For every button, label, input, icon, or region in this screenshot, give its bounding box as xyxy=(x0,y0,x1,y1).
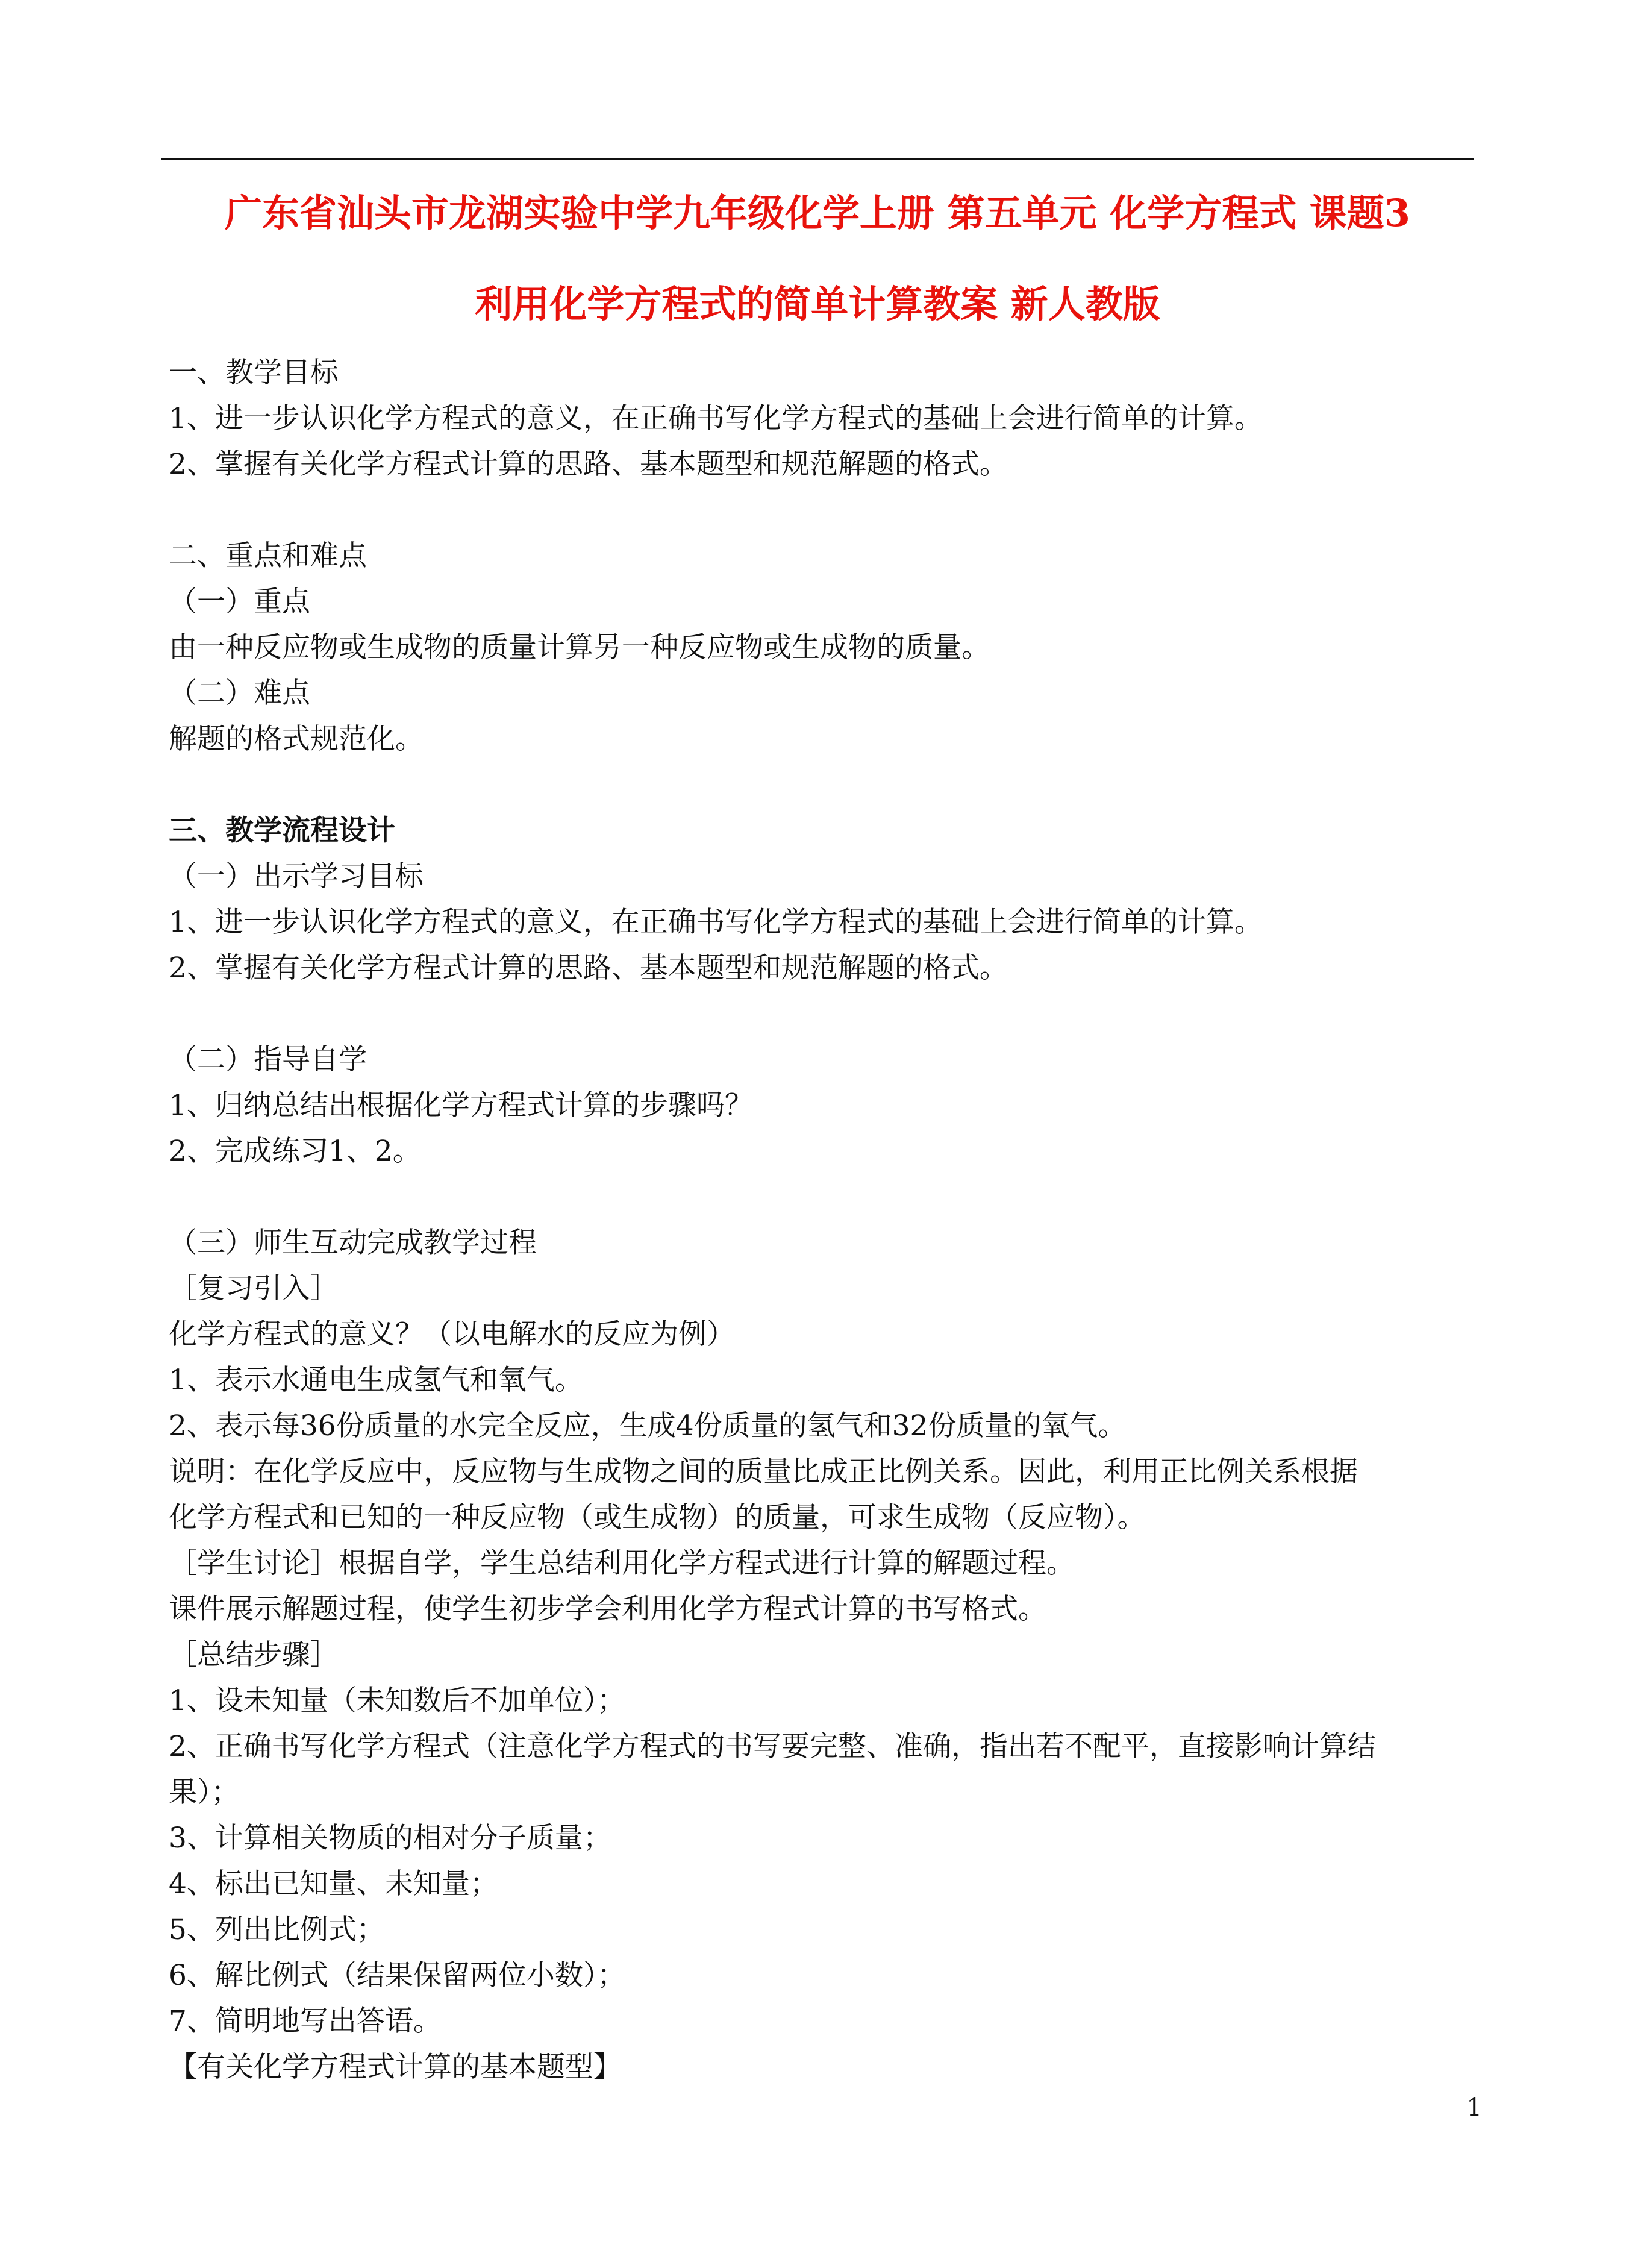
step-item-2-line-1: 2、正确书写化学方程式（注意化学方程式的书写要完整、准确，指出若不配平，直接影响计算结 xyxy=(169,1730,1376,1763)
note-line-1: 说明：在化学反应中，反应物与生成物之间的质量比成正比例关系。因此，利用正比例关系根据 xyxy=(169,1455,1358,1488)
summary-label: ［总结步骤］ xyxy=(169,1638,339,1671)
step-item-1: 1、设未知量（未知数后不加单位）； xyxy=(169,1684,626,1717)
header-rule xyxy=(161,158,1474,160)
self-study-item-1: 1、归纳总结出根据化学方程式计算的步骤吗？ xyxy=(169,1089,753,1122)
section-heading-objectives: 一、教学目标 xyxy=(169,356,339,389)
subheading-self-study: （二）指导自学 xyxy=(169,1043,367,1076)
review-label: ［复习引入］ xyxy=(169,1272,339,1305)
step-item-3: 3、计算相关物质的相对分子质量； xyxy=(169,1822,611,1855)
goal-item-1: 1、进一步认识化学方程式的意义，在正确书写化学方程式的基础上会进行简单的计算。 xyxy=(169,906,1263,939)
meaning-item-1: 1、表示水通电生成氢气和氧气。 xyxy=(169,1364,583,1397)
document-title-line-1: 广东省汕头市龙湖实验中学九年级化学上册 第五单元 化学方程式 课题3 xyxy=(225,191,1410,235)
difficulty-text: 解题的格式规范化。 xyxy=(169,722,424,756)
step-item-5: 5、列出比例式； xyxy=(169,1913,385,1946)
objective-item-2: 2、掌握有关化学方程式计算的思路、基本题型和规范解题的格式。 xyxy=(169,448,1008,481)
blank-line xyxy=(169,1174,1476,1220)
subheading-difficulty: （二）难点 xyxy=(169,677,310,710)
objective-item-1: 1、进一步认识化学方程式的意义，在正确书写化学方程式的基础上会进行简单的计算。 xyxy=(169,402,1263,435)
subheading-show-goals: （一）出示学习目标 xyxy=(169,860,424,893)
subheading-interaction: （三）师生互动完成教学过程 xyxy=(169,1226,537,1259)
goal-item-2: 2、掌握有关化学方程式计算的思路、基本题型和规范解题的格式。 xyxy=(169,951,1008,985)
courseware-text: 课件展示解题过程，使学生初步学会利用化学方程式计算的书写格式。 xyxy=(169,1593,1046,1626)
step-item-4: 4、标出已知量、未知量； xyxy=(169,1867,498,1900)
step-item-2-line-2: 果）； xyxy=(169,1776,240,1809)
discussion-text: ［学生讨论］根据自学，学生总结利用化学方程式进行计算的解题过程。 xyxy=(169,1547,1075,1580)
review-question: 化学方程式的意义？（以电解水的反应为例） xyxy=(169,1318,735,1351)
meaning-item-2: 2、表示每36份质量的水完全反应，生成4份质量的氢气和32份质量的氧气。 xyxy=(169,1409,1127,1443)
step-item-6: 6、解比例式（结果保留两位小数）； xyxy=(169,1959,626,1992)
blank-line xyxy=(169,487,1476,533)
step-item-7: 7、简明地写出答语。 xyxy=(169,2005,442,2038)
self-study-item-2: 2、完成练习1、2。 xyxy=(169,1135,421,1168)
basic-types-heading: 【有关化学方程式计算的基本题型】 xyxy=(169,2050,622,2084)
document-title-line-2: 利用化学方程式的简单计算教案 新人教版 xyxy=(475,282,1160,326)
document-body xyxy=(169,350,1476,2090)
subheading-key-point: （一）重点 xyxy=(169,585,310,618)
note-line-2: 化学方程式和已知的一种反应物（或生成物）的质量，可求生成物（反应物）。 xyxy=(169,1501,1146,1534)
key-point-text: 由一种反应物或生成物的质量计算另一种反应物或生成物的质量。 xyxy=(169,631,990,664)
blank-line xyxy=(169,991,1476,1037)
blank-line xyxy=(169,762,1476,808)
section-heading-process: 三、教学流程设计 xyxy=(169,814,395,847)
page-number: 1 xyxy=(1466,2094,1482,2122)
section-heading-key-points: 二、重点和难点 xyxy=(169,539,367,572)
